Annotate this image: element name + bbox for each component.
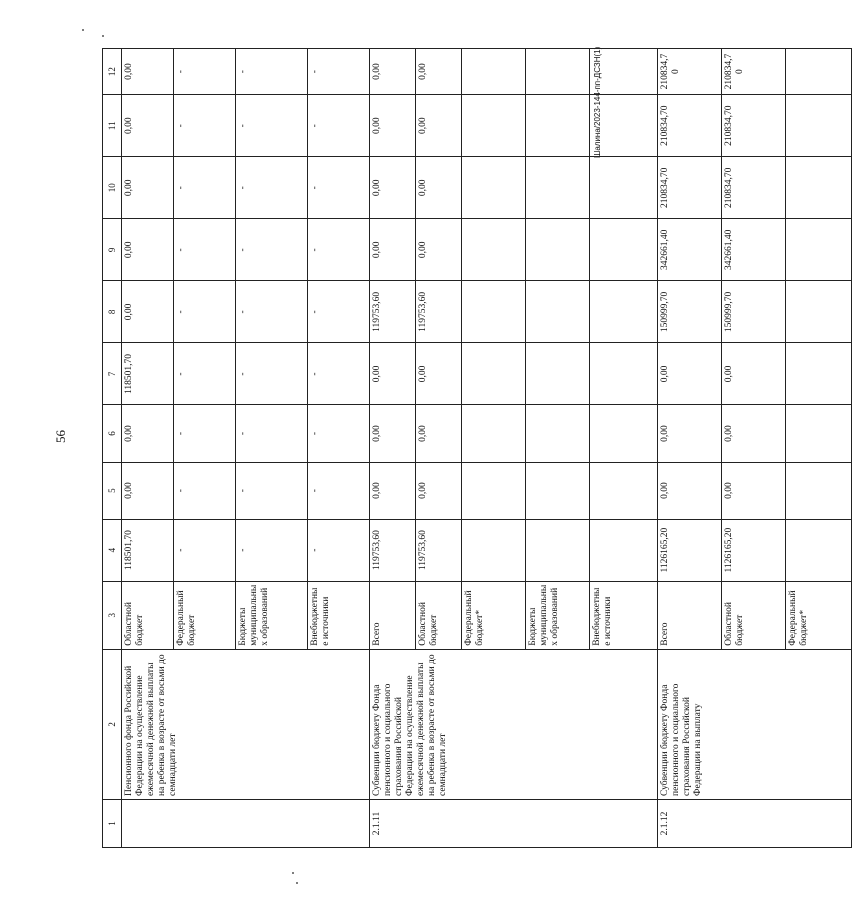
value-cell: 0,00: [370, 462, 416, 519]
value-cell: -: [174, 405, 236, 462]
row-name-cell: Субвенции бюджету Фонда пенсионного и социального страхования Российской Федерации на выплату: [658, 649, 852, 799]
value-cell: [526, 49, 590, 95]
value-cell: 0,00: [416, 405, 462, 462]
header-cell: 10: [103, 157, 122, 219]
value-cell: 210834,70: [658, 95, 722, 157]
value-cell: -: [236, 405, 308, 462]
value-cell: [590, 343, 658, 405]
value-cell: [786, 405, 852, 462]
value-cell: 0,00: [658, 343, 722, 405]
value-cell: -: [236, 49, 308, 95]
header-cell: 9: [103, 219, 122, 281]
value-cell: [786, 49, 852, 95]
row-code-cell: 2.1.12: [658, 799, 852, 847]
value-cell: [786, 95, 852, 157]
value-cell: 118501,70: [122, 343, 174, 405]
funding-source-cell: Федеральный бюджет: [174, 581, 236, 649]
value-cell: [526, 157, 590, 219]
value-cell: 0,00: [370, 157, 416, 219]
header-cell: 3: [103, 581, 122, 649]
header-cell: 2: [103, 649, 122, 799]
value-cell: 210834,70: [722, 157, 786, 219]
value-cell: [526, 95, 590, 157]
value-cell: 0,00: [722, 405, 786, 462]
value-cell: 0,00: [722, 462, 786, 519]
value-cell: -: [236, 95, 308, 157]
value-cell: [462, 343, 526, 405]
funding-source-cell: Внебюджетные источники: [590, 581, 658, 649]
value-cell: 119753,60: [416, 281, 462, 343]
value-cell: -: [236, 343, 308, 405]
table-row: [658, 49, 722, 848]
scan-speck: [296, 882, 298, 884]
value-cell: 150999,70: [722, 281, 786, 343]
value-cell: [462, 405, 526, 462]
value-cell: [590, 281, 658, 343]
value-cell: 342661,40: [658, 219, 722, 281]
value-cell: [590, 219, 658, 281]
document-footer: Шалина/2023-144-пп-ДСЗН(1): [593, 46, 602, 158]
value-cell: [462, 519, 526, 581]
row-name-cell: Субвенции бюджету Фонда пенсионного и социального страхования Российской Федерации на осуществление ежемесячной денежной выплаты на ребенка в возрасте от восьми до семнадцати лет: [370, 649, 658, 799]
value-cell: -: [174, 343, 236, 405]
funding-source-cell: Всего: [658, 581, 722, 649]
value-cell: 0,00: [370, 405, 416, 462]
value-cell: 0,00: [122, 49, 174, 95]
header-cell: 8: [103, 281, 122, 343]
value-cell: 0,00: [370, 343, 416, 405]
value-cell: [786, 219, 852, 281]
value-cell: 1126165,20: [658, 519, 722, 581]
header-row: [103, 49, 122, 848]
value-cell: -: [236, 157, 308, 219]
value-cell: [786, 519, 852, 581]
value-cell: -: [236, 281, 308, 343]
value-cell: 0,00: [370, 95, 416, 157]
row-code-cell: 2.1.11: [370, 799, 658, 847]
value-cell: [462, 219, 526, 281]
value-cell: 0,00: [416, 462, 462, 519]
header-cell: 7: [103, 343, 122, 405]
page-number: 56: [53, 430, 68, 443]
value-cell: -: [308, 281, 370, 343]
value-cell: -: [308, 405, 370, 462]
value-cell: 0,00: [370, 49, 416, 95]
value-cell: 150999,70: [658, 281, 722, 343]
value-cell: [786, 281, 852, 343]
value-cell: 0,00: [122, 219, 174, 281]
value-cell: [462, 49, 526, 95]
value-cell: 0,00: [122, 281, 174, 343]
value-cell: -: [174, 49, 236, 95]
value-cell: [462, 157, 526, 219]
value-cell: 0,00: [658, 405, 722, 462]
funding-source-cell: Бюджеты муниципальных образований: [236, 581, 308, 649]
value-cell: [526, 519, 590, 581]
funding-source-cell: Внебюджетные источники: [308, 581, 370, 649]
header-cell: 12: [103, 49, 122, 95]
value-cell: -: [174, 219, 236, 281]
funding-source-cell: Федеральный бюджет*: [786, 581, 852, 649]
table-row: [370, 49, 416, 848]
value-cell: 119753,60: [370, 281, 416, 343]
value-cell: 1126165,20: [722, 519, 786, 581]
row-code-cell: [122, 799, 370, 847]
header-cell: 5: [103, 462, 122, 519]
value-cell: [526, 281, 590, 343]
value-cell: -: [308, 462, 370, 519]
value-cell: [786, 157, 852, 219]
value-cell: [590, 49, 658, 95]
value-cell: 119753,60: [370, 519, 416, 581]
scan-speck: [292, 872, 294, 874]
value-cell: 210834,70: [658, 49, 722, 95]
value-cell: 0,00: [416, 343, 462, 405]
value-cell: 0,00: [722, 343, 786, 405]
value-cell: [590, 157, 658, 219]
value-cell: [462, 95, 526, 157]
value-cell: [590, 95, 658, 157]
value-cell: -: [174, 281, 236, 343]
funding-source-cell: Всего: [370, 581, 416, 649]
value-cell: 0,00: [122, 157, 174, 219]
value-cell: -: [174, 95, 236, 157]
value-cell: [590, 462, 658, 519]
budget-table: [102, 48, 852, 848]
table-row: [122, 49, 174, 848]
value-cell: [590, 405, 658, 462]
row-name-cell: Пенсионного фонда Российской Федерации на осуществление ежемесячной денежной выплаты на ребенка в возрасте от восьми до семнадцати лет: [122, 649, 370, 799]
scan-speck: [102, 35, 104, 37]
value-cell: 0,00: [122, 95, 174, 157]
header-cell: 11: [103, 95, 122, 157]
value-cell: -: [236, 219, 308, 281]
funding-source-cell: Бюджеты муниципальных образований: [526, 581, 590, 649]
funding-source-cell: Областной бюджет: [722, 581, 786, 649]
value-cell: [786, 462, 852, 519]
value-cell: 210834,70: [722, 49, 786, 95]
value-cell: 0,00: [122, 405, 174, 462]
header-cell: 4: [103, 519, 122, 581]
scan-speck: [82, 29, 84, 31]
value-cell: 0,00: [416, 157, 462, 219]
value-cell: [526, 462, 590, 519]
value-cell: 0,00: [416, 219, 462, 281]
value-cell: -: [308, 519, 370, 581]
value-cell: [526, 343, 590, 405]
header-cell: 1: [103, 799, 122, 847]
value-cell: -: [308, 49, 370, 95]
value-cell: 118501,70: [122, 519, 174, 581]
value-cell: [590, 519, 658, 581]
funding-source-cell: Федеральный бюджет*: [462, 581, 526, 649]
header-cell: 6: [103, 405, 122, 462]
value-cell: 210834,70: [658, 157, 722, 219]
value-cell: -: [236, 519, 308, 581]
value-cell: 0,00: [122, 462, 174, 519]
value-cell: -: [174, 157, 236, 219]
value-cell: -: [174, 462, 236, 519]
value-cell: [526, 219, 590, 281]
value-cell: 210834,70: [722, 95, 786, 157]
value-cell: -: [308, 343, 370, 405]
funding-source-cell: Областной бюджет: [416, 581, 462, 649]
value-cell: -: [236, 462, 308, 519]
value-cell: -: [308, 95, 370, 157]
value-cell: -: [308, 157, 370, 219]
value-cell: [462, 281, 526, 343]
value-cell: 119753,60: [416, 519, 462, 581]
value-cell: 0,00: [370, 219, 416, 281]
value-cell: [526, 405, 590, 462]
value-cell: [462, 462, 526, 519]
value-cell: -: [308, 219, 370, 281]
value-cell: 0,00: [658, 462, 722, 519]
funding-source-cell: Областной бюджет: [122, 581, 174, 649]
value-cell: 0,00: [416, 95, 462, 157]
value-cell: -: [174, 519, 236, 581]
value-cell: 342661,40: [722, 219, 786, 281]
value-cell: [786, 343, 852, 405]
value-cell: 0,00: [416, 49, 462, 95]
